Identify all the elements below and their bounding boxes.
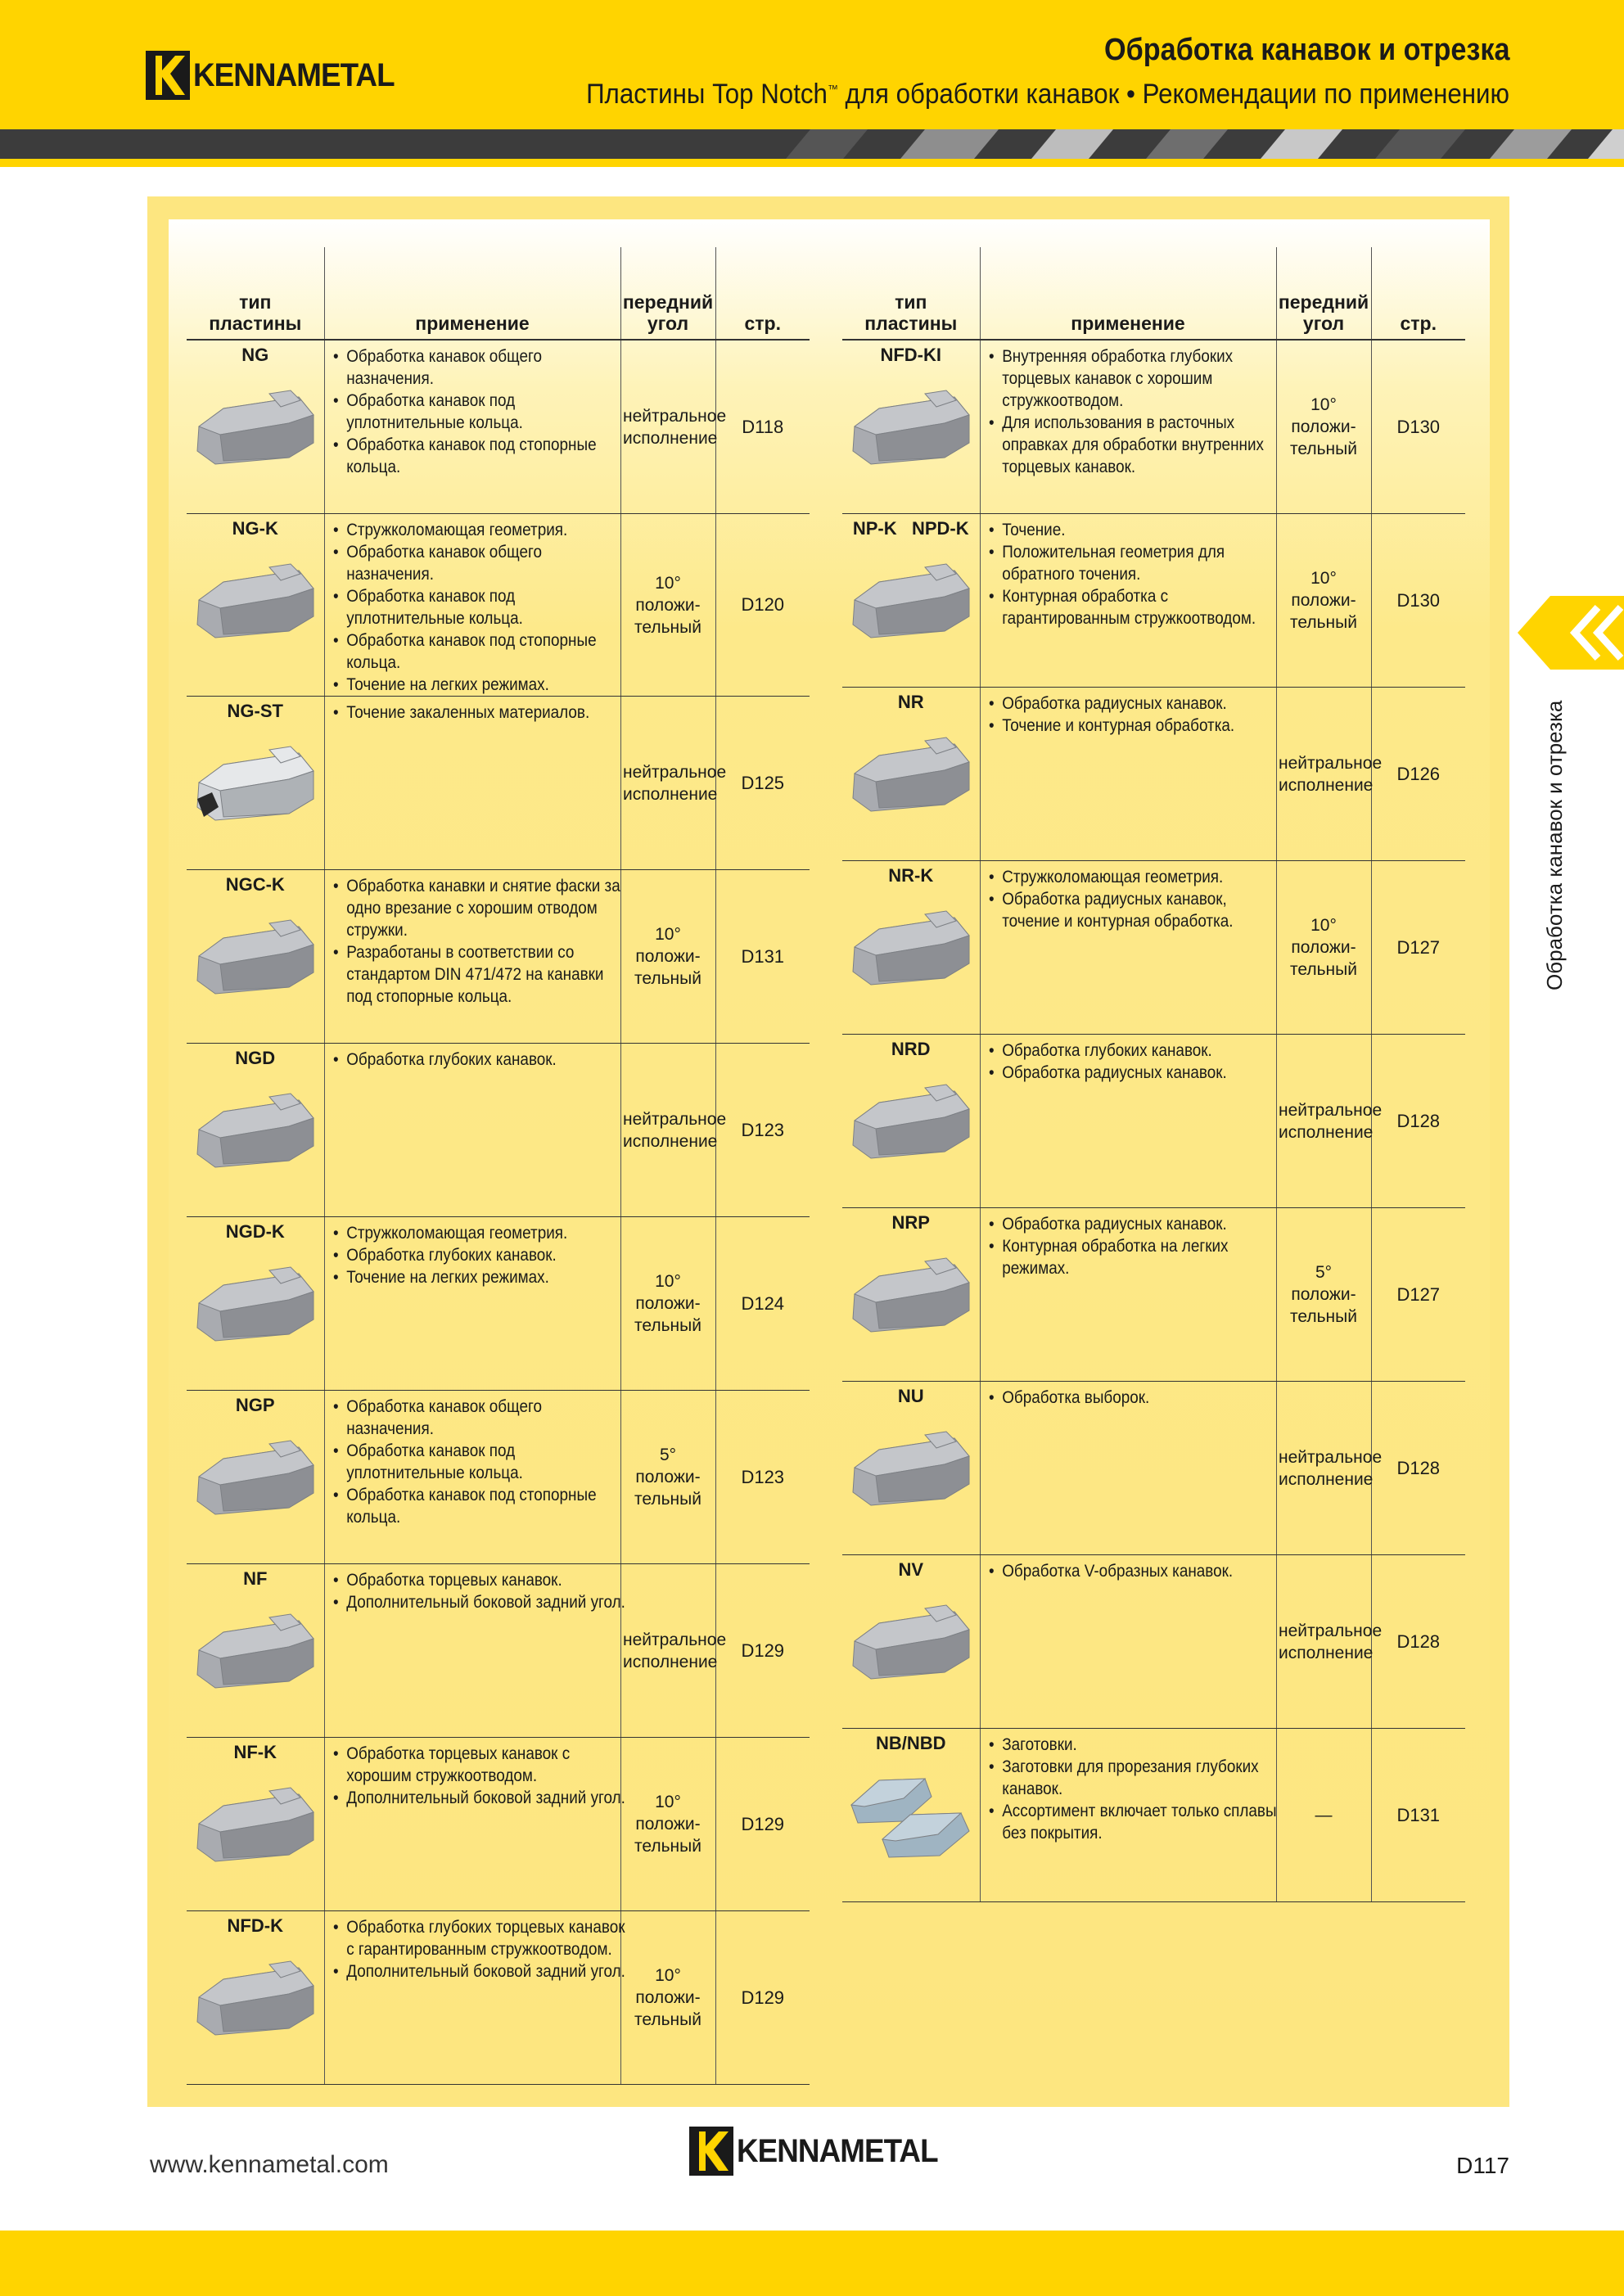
table-row <box>842 514 1465 688</box>
insert-image <box>846 723 976 821</box>
insert-type-cell <box>842 1555 980 1729</box>
rake-angle-value: нейтральное исполнение <box>623 762 727 804</box>
application-item: • Обработка канавок общего назначения. <box>333 345 629 390</box>
rake-angle-value: 10° положи- тельный <box>634 925 701 988</box>
insert-image <box>191 1773 320 1871</box>
application-cell <box>324 1391 620 1564</box>
insert-type-name: NG <box>241 345 269 365</box>
page-ref-cell[interactable] <box>715 514 810 697</box>
application-item: • Стружколомающая геометрия. <box>989 866 1284 888</box>
page-ref-cell[interactable] <box>1371 514 1465 688</box>
application-item: • Обработка канавок под стопорные кольца. <box>333 629 629 674</box>
application-list <box>333 345 616 478</box>
application-item: • Обработка V-образных канавок. <box>989 1560 1284 1582</box>
rake-angle-cell <box>620 1217 715 1391</box>
application-item: • Обработка канавок общего назначения. <box>333 541 629 585</box>
page-ref-cell[interactable] <box>1371 1208 1465 1382</box>
page-ref-cell[interactable] <box>715 340 810 514</box>
kennametal-k-icon <box>146 51 190 100</box>
table-row <box>842 688 1465 861</box>
insert-type-cell <box>842 688 980 861</box>
application-list <box>333 875 620 1008</box>
rake-angle-value: 10° положи- тельный <box>634 1793 701 1856</box>
insert-image <box>846 549 976 647</box>
rake-angle-cell <box>620 697 727 870</box>
application-list <box>989 345 1271 478</box>
insert-type-cell <box>187 1391 324 1564</box>
application-item: • Обработка глубоких канавок. <box>333 1244 629 1266</box>
table-row <box>187 1391 810 1564</box>
page-ref-cell[interactable] <box>1371 861 1465 1035</box>
col-header-page: стр. <box>715 247 810 340</box>
insert-type-name: NG-ST <box>227 701 283 721</box>
side-tab-label: Обработка канавок и отрезка <box>1542 700 1567 990</box>
table-row <box>842 340 1465 514</box>
insert-type-cell <box>187 1044 324 1217</box>
insert-image <box>191 549 320 647</box>
application-list <box>989 1560 1271 1582</box>
page-ref-cell[interactable] <box>715 697 810 870</box>
page-ref-cell[interactable] <box>715 1564 810 1738</box>
table-row <box>187 1044 810 1217</box>
rake-angle-value: 5° положи- тельный <box>1290 1263 1357 1326</box>
rake-angle-value: — <box>1315 1806 1333 1825</box>
page-ref-link[interactable]: D131 <box>741 945 785 967</box>
page-ref-link[interactable]: D123 <box>741 1466 785 1487</box>
header-rake-line2: угол <box>647 313 689 334</box>
insert-image <box>191 1079 320 1177</box>
insert-type-cell <box>842 1382 980 1555</box>
trademark-mark: ™ <box>827 82 838 96</box>
application-list <box>989 1213 1271 1279</box>
table-row <box>187 1217 810 1391</box>
col-header-page: стр. <box>1371 247 1465 340</box>
insert-type-name: NR-K <box>888 865 934 886</box>
footer-kennametal-logo[interactable] <box>689 2127 955 2176</box>
header-type-line1: тип <box>895 291 927 313</box>
application-item: • Точение. <box>989 519 1284 541</box>
rake-angle-value: 10° положи- тельный <box>634 1966 701 2029</box>
insert-type-name: NF <box>243 1568 268 1589</box>
page-ref-link[interactable]: D129 <box>741 1640 785 1661</box>
rake-angle-cell <box>620 1738 715 1911</box>
table-row <box>187 340 810 514</box>
table-row <box>187 870 810 1044</box>
page-ref-cell[interactable] <box>715 1738 810 1911</box>
insert-image <box>191 1946 320 2045</box>
page-ref-link[interactable]: D127 <box>1396 1283 1441 1305</box>
page-ref-link[interactable]: D131 <box>1396 1804 1441 1825</box>
insert-image <box>846 1243 976 1342</box>
page-ref-link[interactable]: D128 <box>1396 1110 1441 1131</box>
application-list <box>989 1734 1277 1844</box>
application-list <box>333 701 616 724</box>
insert-type-cell <box>187 697 324 870</box>
page-ref-link[interactable]: D128 <box>1396 1457 1441 1478</box>
page-ref-link[interactable]: D129 <box>741 1987 785 2008</box>
application-item: • Контурная обработка с гарантированным стружкоотводом. <box>989 585 1284 629</box>
insert-image <box>191 1599 320 1698</box>
application-item: • Для использования в расточных оправках для обработки внутренних торцевых канавок. <box>989 412 1284 478</box>
table-row <box>842 1555 1465 1729</box>
rake-angle-cell <box>620 1044 727 1217</box>
rake-angle-value: 10° положи- тельный <box>634 1272 701 1335</box>
page-ref-link[interactable]: D128 <box>1396 1631 1441 1652</box>
insert-type-cell <box>842 514 980 688</box>
table-row <box>842 861 1465 1035</box>
page-title: Обработка канавок и отрезка <box>1103 33 1509 67</box>
application-item: • Заготовки для прорезания глубоких канавок. <box>989 1756 1284 1800</box>
application-item: • Обработка канавок под стопорные кольца. <box>333 434 629 478</box>
application-item: • Точение на легких режимах. <box>333 674 629 696</box>
page-ref-cell[interactable] <box>715 1217 810 1391</box>
page-ref-cell[interactable] <box>1371 688 1465 861</box>
application-list <box>989 866 1271 932</box>
header-type-line1: тип <box>239 291 272 313</box>
insert-type-name: NG-K <box>232 518 278 539</box>
rake-angle-cell <box>620 1391 715 1564</box>
application-cell <box>324 514 620 697</box>
insert-type-name: NRD <box>891 1039 931 1059</box>
insert-type-cell <box>187 514 324 697</box>
application-item: • Обработка радиусных канавок. <box>989 692 1284 715</box>
table-header-row <box>842 247 1465 340</box>
application-item: • Контурная обработка на легких режимах. <box>989 1235 1284 1279</box>
table-row <box>187 1911 810 2085</box>
rake-angle-cell <box>1276 1382 1383 1555</box>
header-type-line2: пластины <box>864 313 958 334</box>
page-ref-link[interactable]: D130 <box>1396 589 1441 611</box>
col-header-rake <box>620 247 715 340</box>
application-item: • Обработка выборок. <box>989 1387 1284 1409</box>
subtitle-rest: для обработки канавок • Рекомендации по применению <box>837 79 1509 110</box>
application-item: • Дополнительный боковой задний угол. <box>333 1960 629 1982</box>
application-cell <box>980 861 1276 1035</box>
insert-table-right-body <box>842 340 1465 1902</box>
insert-type-name: NFD-KI <box>880 345 942 365</box>
insert-image <box>846 1764 976 1862</box>
application-cell <box>980 1555 1276 1729</box>
rake-angle-value: нейтральное исполнение <box>1279 1100 1383 1142</box>
application-item: • Заготовки. <box>989 1734 1284 1756</box>
rake-angle-value: 10° положи- тельный <box>634 573 701 637</box>
rake-angle-cell <box>620 1564 727 1738</box>
rake-angle-cell <box>1276 688 1383 861</box>
rake-angle-cell <box>1276 1208 1371 1382</box>
col-header-application: применение <box>980 247 1276 340</box>
page-ref-link[interactable]: D129 <box>741 1813 785 1834</box>
insert-type-name: NF-K <box>233 1742 277 1762</box>
rake-angle-value: нейтральное исполнение <box>1279 1621 1383 1662</box>
application-cell <box>324 697 620 870</box>
application-item: • Точение и контурная обработка. <box>989 715 1284 737</box>
insert-image <box>191 376 320 474</box>
application-item: • Обработка глубоких торцевых канавок с гарантированным стружкоотводом. <box>333 1916 629 1960</box>
page-ref-link[interactable]: D124 <box>741 1292 785 1314</box>
insert-type-name: NR <box>897 692 924 712</box>
chevron-tab-icon[interactable] <box>1518 596 1624 670</box>
application-item: • Обработка глубоких канавок. <box>333 1049 629 1071</box>
page-ref-cell[interactable] <box>715 1044 810 1217</box>
application-cell <box>324 340 620 514</box>
rake-angle-cell <box>620 870 715 1044</box>
insert-image <box>191 1426 320 1524</box>
insert-type-cell <box>842 1035 980 1208</box>
rake-angle-cell <box>1276 1729 1371 1902</box>
application-item: • Точение закаленных материалов. <box>333 701 629 724</box>
application-item: • Обработка радиусных канавок, точение и контурная обработка. <box>989 888 1284 932</box>
page-ref-link[interactable]: D125 <box>741 772 785 793</box>
header-rake-line1: передний <box>1278 291 1369 313</box>
insert-image <box>846 1590 976 1689</box>
insert-image <box>846 1417 976 1515</box>
rake-angle-cell <box>1276 340 1371 514</box>
insert-type-name: NGC-K <box>225 874 285 895</box>
application-cell <box>324 1217 620 1391</box>
application-item: • Обработка канавки и снятие фаски за одно врезание с хорошим отводом стружки. <box>333 875 629 941</box>
rake-angle-value: нейтральное исполнение <box>1279 753 1383 795</box>
table-row <box>842 1208 1465 1382</box>
application-cell <box>980 1382 1276 1555</box>
application-item: • Положительная геометрия для обратного точения. <box>989 541 1284 585</box>
rake-angle-cell <box>620 340 727 514</box>
application-cell <box>980 1035 1276 1208</box>
application-cell <box>324 870 620 1044</box>
application-list <box>333 1222 616 1288</box>
application-list <box>333 1396 616 1528</box>
table-row <box>187 514 810 697</box>
application-item: • Дополнительный боковой задний угол. <box>333 1591 629 1613</box>
header-type-line2: пластины <box>209 313 302 334</box>
page-ref-link[interactable]: D130 <box>1396 416 1441 437</box>
application-cell <box>980 514 1276 688</box>
insert-type-cell <box>187 1911 324 2085</box>
application-item: • Точение на легких режимах. <box>333 1266 629 1288</box>
footer-band <box>0 2231 1624 2296</box>
rake-angle-cell <box>1276 1555 1383 1729</box>
insert-type-name: NGP <box>235 1395 275 1415</box>
page-number: D117 <box>1456 2153 1509 2178</box>
application-item: • Обработка радиусных канавок. <box>989 1062 1284 1084</box>
application-item: • Стружколомающая геометрия. <box>333 519 629 541</box>
rake-angle-value: нейтральное исполнение <box>623 406 727 448</box>
application-list <box>989 1387 1271 1409</box>
table-row <box>187 1564 810 1738</box>
page-ref-cell[interactable] <box>1371 1035 1465 1208</box>
application-item: • Обработка торцевых канавок с хорошим стружкоотводом. <box>333 1743 629 1787</box>
table-row <box>842 1035 1465 1208</box>
insert-type-name: NRP <box>891 1212 930 1233</box>
page-ref-cell[interactable] <box>1371 1729 1465 1902</box>
insert-table-left-body <box>187 340 810 2085</box>
application-cell <box>324 1911 625 2085</box>
page-ref-link[interactable]: D120 <box>741 594 785 615</box>
insert-table-right <box>842 247 1465 1902</box>
logo-wordmark: KENNAMETAL <box>193 56 395 93</box>
application-item: • Дополнительный боковой задний угол. <box>333 1787 629 1809</box>
insert-image <box>846 376 976 474</box>
header-underline <box>0 159 1624 167</box>
page-ref-link[interactable]: D126 <box>1396 763 1441 784</box>
insert-table-left <box>187 247 810 2085</box>
insert-type-cell <box>187 1217 324 1391</box>
application-list <box>333 1569 625 1613</box>
kennametal-k-icon <box>689 2127 733 2176</box>
table-header-row <box>187 247 810 340</box>
insert-type-name: NGD <box>235 1048 276 1068</box>
insert-image <box>191 732 320 830</box>
application-item: • Обработка торцевых канавок. <box>333 1569 629 1591</box>
insert-type-cell <box>842 340 980 514</box>
application-item: • Обработка канавок под стопорные кольца. <box>333 1484 629 1528</box>
insert-image <box>846 896 976 995</box>
subtitle-product: Пластины Top Notch <box>586 79 828 110</box>
kennametal-logo[interactable] <box>146 51 412 100</box>
page-ref-cell[interactable] <box>1371 1382 1465 1555</box>
insert-type-cell <box>842 861 980 1035</box>
insert-type-cell <box>842 1729 980 1902</box>
rake-angle-value: 10° положи- тельный <box>1290 569 1357 632</box>
table-row <box>187 1738 810 1911</box>
application-item: • Разработаны в соответствии со стандартом DIN 471/472 на канавки под стопорные кольца. <box>333 941 629 1008</box>
application-cell <box>980 1208 1276 1382</box>
application-list <box>989 1040 1271 1084</box>
application-item: • Стружколомающая геометрия. <box>333 1222 629 1244</box>
rake-angle-value: 10° положи- тельный <box>1290 916 1357 979</box>
insert-type-name: NP-K NPD-K <box>852 518 969 539</box>
insert-type-name: NB/NBD <box>875 1733 946 1753</box>
footer-website-link[interactable]: www.kennametal.com <box>150 2151 389 2178</box>
rake-angle-value: нейтральное исполнение <box>623 1630 727 1671</box>
col-header-type <box>187 247 324 340</box>
rake-angle-cell <box>1276 1035 1383 1208</box>
application-item: • Обработка канавок под уплотнительные кольца. <box>333 390 629 434</box>
application-list <box>333 519 616 696</box>
insert-type-cell <box>187 340 324 514</box>
application-cell <box>980 1729 1276 1902</box>
application-item: • Ассортимент включает только сплавы без покрытия. <box>989 1800 1284 1844</box>
insert-type-cell <box>187 870 324 1044</box>
page-ref-link[interactable]: D118 <box>742 416 784 437</box>
application-item: • Обработка глубоких канавок. <box>989 1040 1284 1062</box>
insert-type-name: NV <box>898 1559 924 1580</box>
rake-angle-cell <box>1276 514 1371 688</box>
page-ref-cell[interactable] <box>1371 340 1465 514</box>
page-ref-cell[interactable] <box>715 1391 810 1564</box>
page-ref-link[interactable]: D123 <box>741 1119 785 1140</box>
rake-angle-value: нейтральное исполнение <box>1279 1447 1383 1489</box>
insert-type-cell <box>187 1564 324 1738</box>
rake-angle-value: 10° положи- тельный <box>1290 395 1357 458</box>
logo-wordmark: KENNAMETAL <box>737 2132 938 2169</box>
application-item: • Обработка канавок под уплотнительные кольца. <box>333 585 629 629</box>
table-row <box>842 1729 1465 1902</box>
application-list <box>333 1049 616 1071</box>
application-item: • Обработка радиусных канавок. <box>989 1213 1284 1235</box>
application-item: • Обработка канавок общего назначения. <box>333 1396 629 1440</box>
application-list <box>989 519 1271 629</box>
application-item: • Обработка канавок под уплотнительные кольца. <box>333 1440 629 1484</box>
insert-type-name: NFD-K <box>227 1915 283 1936</box>
application-list <box>989 692 1271 737</box>
page-subtitle <box>586 79 1509 111</box>
application-cell <box>324 1044 620 1217</box>
rake-angle-cell <box>1276 861 1371 1035</box>
table-row <box>187 697 810 870</box>
rake-angle-value: нейтральное исполнение <box>623 1109 727 1151</box>
application-list <box>333 1743 625 1809</box>
application-item: • Внутренняя обработка глубоких торцевых канавок с хорошим стружкоотводом. <box>989 345 1284 412</box>
application-cell <box>324 1564 625 1738</box>
insert-type-cell <box>187 1738 324 1911</box>
page-ref-cell[interactable] <box>1371 1555 1465 1729</box>
application-cell <box>980 688 1276 861</box>
header-rake-line1: передний <box>622 291 714 313</box>
header-rake-line2: угол <box>1302 313 1345 334</box>
rake-angle-value: 5° положи- тельный <box>634 1446 701 1509</box>
col-header-type <box>842 247 980 340</box>
insert-image <box>191 1252 320 1351</box>
page-ref-cell[interactable] <box>715 870 810 1044</box>
application-cell <box>980 340 1276 514</box>
application-list <box>333 1916 625 1982</box>
insert-image <box>191 905 320 1004</box>
table-row <box>842 1382 1465 1555</box>
insert-type-name: NU <box>897 1386 924 1406</box>
insert-image <box>846 1070 976 1168</box>
col-header-rake <box>1276 247 1371 340</box>
rake-angle-cell <box>620 514 715 697</box>
page-ref-link[interactable]: D127 <box>1396 936 1441 958</box>
page-ref-cell[interactable] <box>715 1911 810 2085</box>
rake-angle-cell <box>620 1911 715 2085</box>
insert-type-name: NGD-K <box>225 1221 285 1242</box>
header-stripe <box>0 129 1624 159</box>
insert-type-cell <box>842 1208 980 1382</box>
application-cell <box>324 1738 625 1911</box>
diagonal-stripes-decoration <box>0 129 1624 159</box>
col-header-application: применение <box>324 247 620 340</box>
